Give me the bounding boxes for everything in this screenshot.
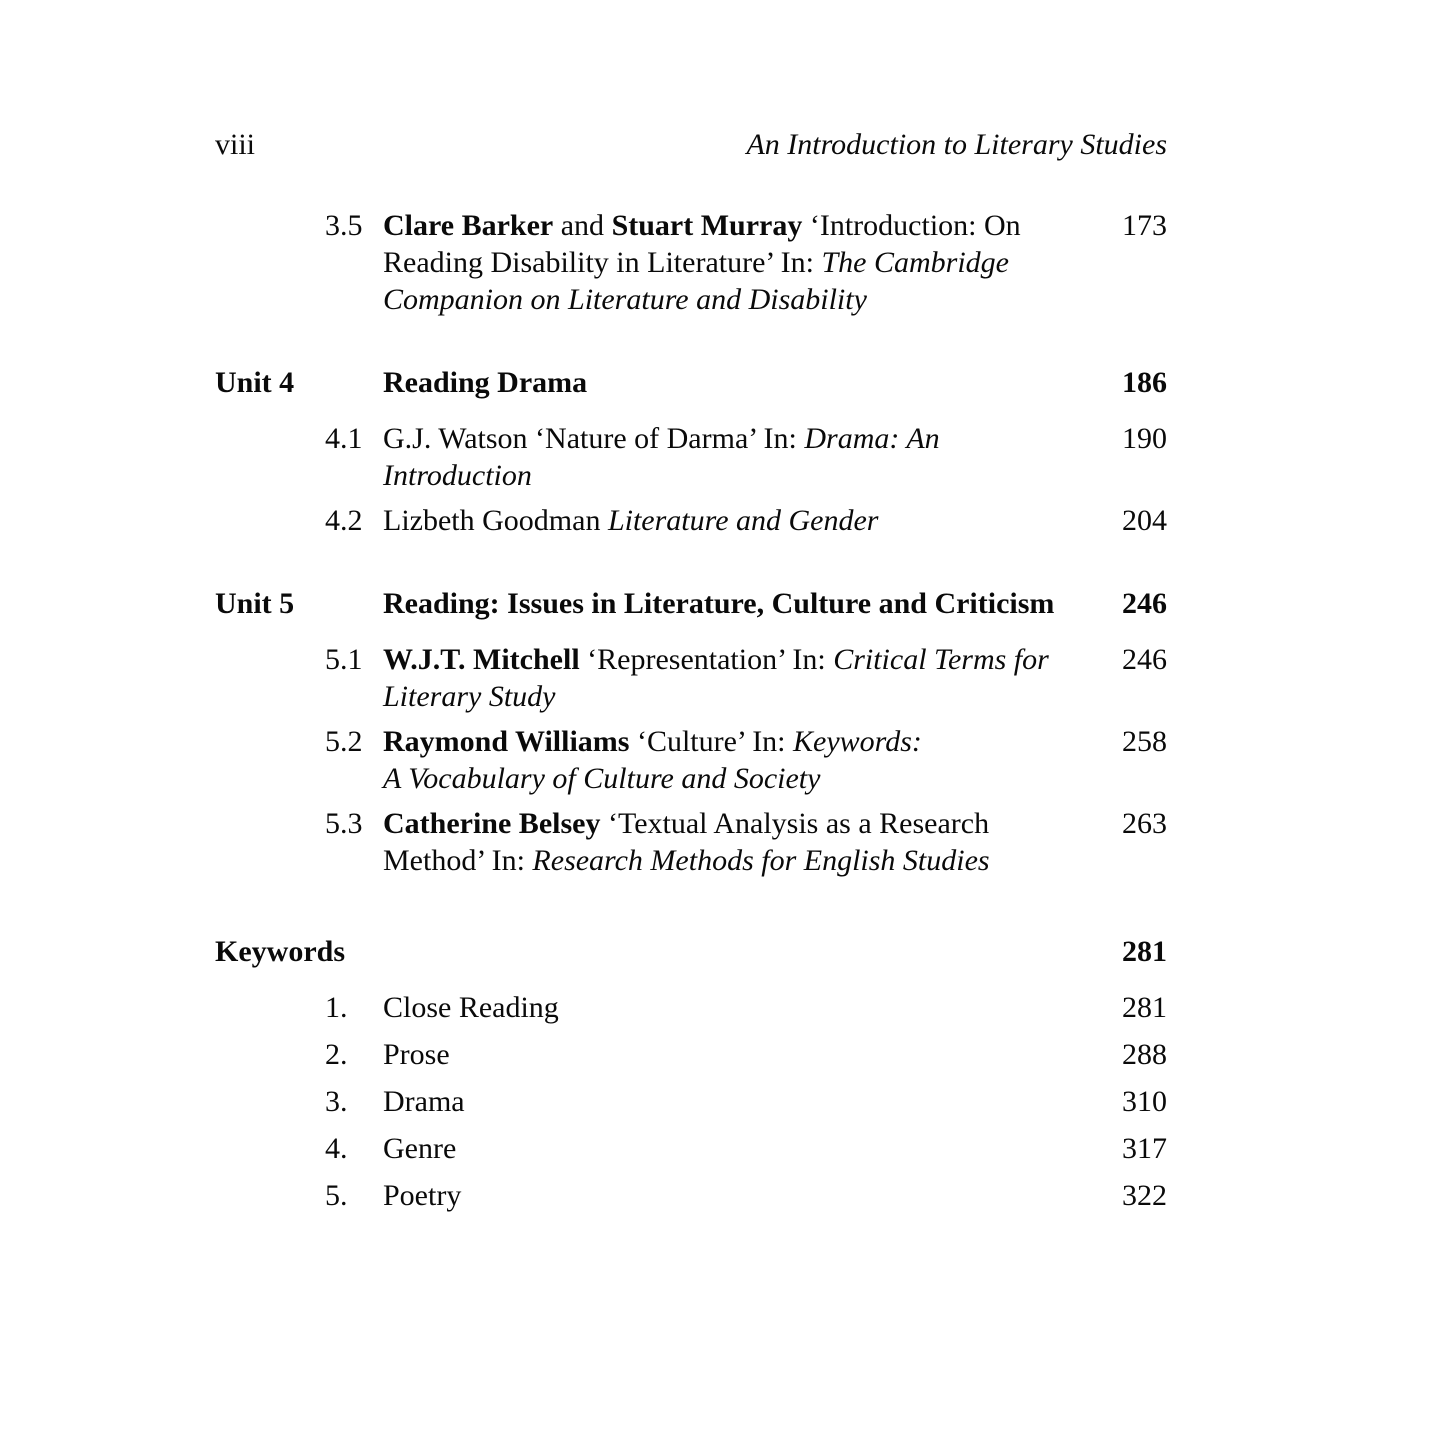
entry-text-segment: Catherine Belsey: [383, 807, 601, 840]
toc-entry: [215, 723, 1167, 797]
entry-text-segment: A Vocabulary of Culture and Society: [383, 762, 821, 795]
entry-number: 4.2: [325, 504, 363, 537]
entry-page-number: 173: [1122, 209, 1167, 242]
keywords-heading: [215, 933, 1167, 970]
toc-entry: [215, 502, 1167, 539]
entry-text-segment: Drama: An: [804, 422, 940, 455]
keyword-number: 5.: [325, 1179, 348, 1212]
entry-text-segment: Literary Study: [383, 680, 556, 713]
keyword-label: Genre: [383, 1132, 457, 1165]
entry-line: [383, 678, 1077, 715]
unit-heading: [215, 585, 1167, 622]
entry-text-segment: ‘Culture’ In:: [629, 725, 794, 758]
entry-text-segment: and: [553, 209, 612, 242]
entry-text-segment: Literature and Gender: [607, 504, 879, 537]
entry-number: 5.1: [325, 643, 363, 676]
toc-entry: [215, 805, 1167, 879]
entry-line: [383, 805, 1077, 842]
keyword-label: Close Reading: [383, 991, 559, 1024]
entry-line: [383, 760, 1077, 797]
entry-line: [383, 502, 1077, 539]
keywords-title: Keywords: [215, 935, 345, 968]
keyword-label: Drama: [383, 1085, 465, 1118]
entry-title: [383, 723, 1077, 797]
entry-line: [383, 281, 1077, 318]
keyword-page-number: 317: [1122, 1132, 1167, 1165]
entry-text-segment: W.J.T. Mitchell: [383, 643, 580, 676]
entry-text-segment: Keywords:: [793, 725, 922, 758]
unit-label: Unit 5: [215, 587, 295, 620]
page-header: [215, 126, 1167, 163]
keyword-label: Prose: [383, 1038, 450, 1071]
unit-title: Reading: Issues in Literature, Culture and Criticism: [383, 587, 1055, 620]
entry-text-segment: Lizbeth Goodman: [383, 504, 608, 537]
entry-text-segment: Companion on Literature and Disability: [383, 283, 867, 316]
entry-text-segment: Stuart Murray: [611, 209, 803, 242]
keyword-number: 1.: [325, 991, 348, 1024]
entry-text-segment: Raymond Williams: [383, 725, 630, 758]
toc-entry: [215, 420, 1167, 494]
entry-text-segment: Research Methods for English Studies: [532, 844, 990, 877]
keyword-item: [215, 1036, 1167, 1073]
toc-entry: [215, 641, 1167, 715]
entry-page-number: 204: [1122, 504, 1167, 537]
keyword-item: [215, 1177, 1167, 1214]
entry-number: 5.2: [325, 725, 363, 758]
entry-page-number: 263: [1122, 807, 1167, 840]
entry-text-segment: Reading Disability in Literature’ In:: [383, 246, 822, 279]
entry-line: [383, 723, 1077, 760]
entry-line: [383, 244, 1077, 281]
table-of-contents: [215, 207, 1167, 1214]
entry-page-number: 246: [1122, 643, 1167, 676]
entry-title: [383, 641, 1077, 715]
entry-title: [383, 420, 1077, 494]
keyword-item: [215, 1130, 1167, 1167]
entry-line: [383, 842, 1077, 879]
entry-number: 5.3: [325, 807, 363, 840]
entry-text-segment: G.J. Watson ‘Nature of Darma’ In:: [383, 422, 805, 455]
toc-entry: [215, 207, 1167, 318]
keyword-page-number: 281: [1122, 991, 1167, 1024]
entry-page-number: 190: [1122, 422, 1167, 455]
keyword-page-number: 322: [1122, 1179, 1167, 1212]
keyword-page-number: 310: [1122, 1085, 1167, 1118]
keyword-number: 2.: [325, 1038, 348, 1071]
entry-number: 4.1: [325, 422, 363, 455]
entry-line: [383, 420, 1077, 457]
unit-heading: [215, 364, 1167, 401]
keyword-page-number: 288: [1122, 1038, 1167, 1071]
entry-text-segment: Introduction: [383, 459, 532, 492]
entry-number: 3.5: [325, 209, 363, 242]
keywords-page-number: 281: [1122, 935, 1167, 968]
running-title: An Introduction to Literary Studies: [746, 128, 1167, 161]
entry-text-segment: Method’ In:: [383, 844, 533, 877]
folio-page-number: viii: [215, 128, 256, 161]
entry-text-segment: The Cambridge: [821, 246, 1009, 279]
unit-title: Reading Drama: [383, 366, 588, 399]
keyword-number: 3.: [325, 1085, 348, 1118]
keyword-number: 4.: [325, 1132, 348, 1165]
entry-line: [383, 207, 1077, 244]
keyword-item: [215, 1083, 1167, 1120]
unit-page-number: 246: [1122, 587, 1167, 620]
keyword-item: [215, 989, 1167, 1026]
entry-title: [383, 207, 1077, 318]
entry-text-segment: Clare Barker: [383, 209, 554, 242]
entry-line: [383, 457, 1077, 494]
unit-page-number: 186: [1122, 366, 1167, 399]
keyword-label: Poetry: [383, 1179, 462, 1212]
entry-text-segment: Critical Terms for: [833, 643, 1049, 676]
entry-line: [383, 641, 1077, 678]
entry-text-segment: ‘Textual Analysis as a Research: [600, 807, 990, 840]
entry-text-segment: ‘Introduction: On: [802, 209, 1021, 242]
unit-label: Unit 4: [215, 366, 295, 399]
entry-title: [383, 502, 1077, 539]
entry-title: [383, 805, 1077, 879]
entry-text-segment: ‘Representation’ In:: [579, 643, 834, 676]
entry-page-number: 258: [1122, 725, 1167, 758]
